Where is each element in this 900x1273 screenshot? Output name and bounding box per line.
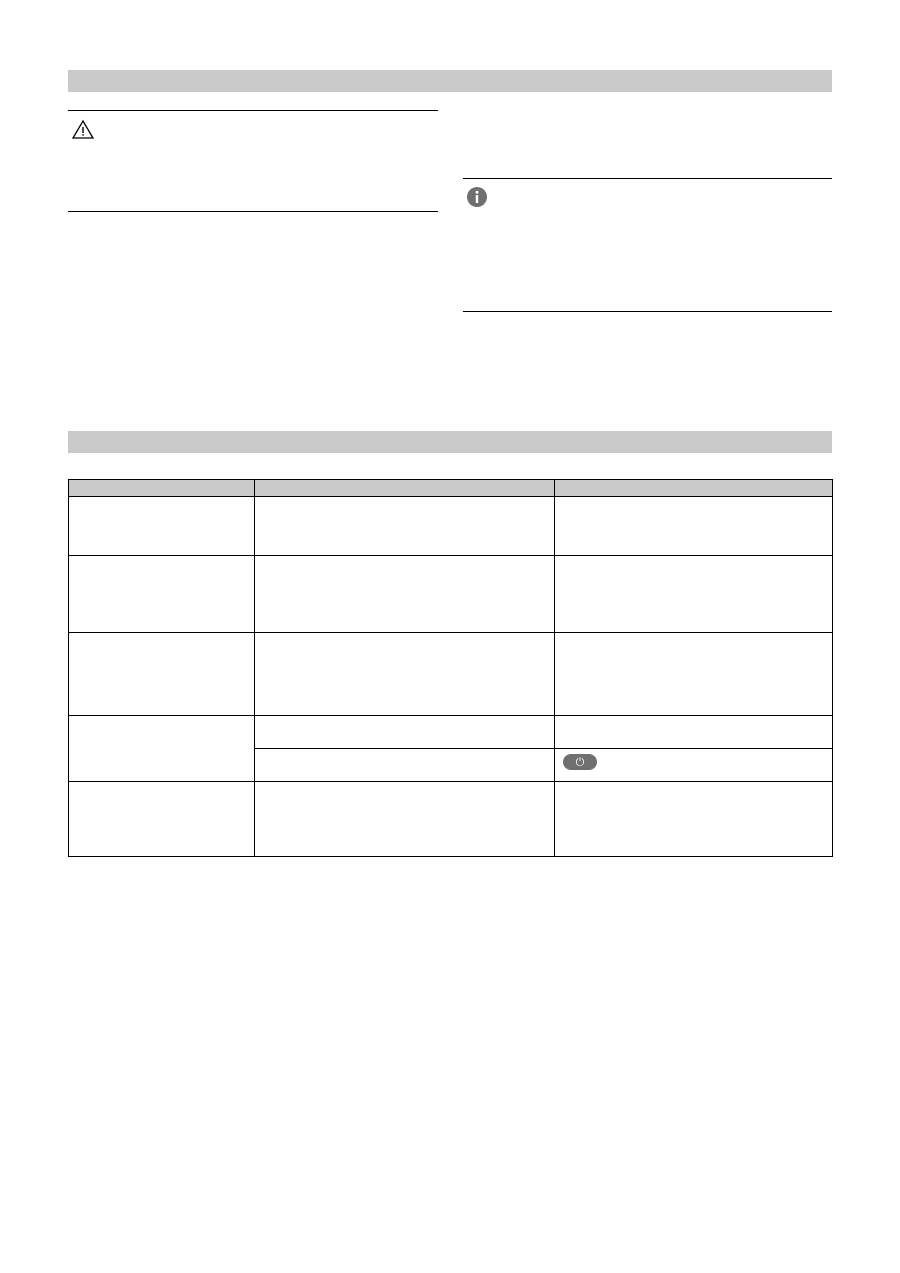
- table-cell-cause: [255, 716, 555, 749]
- table-cell-remedy: [555, 782, 833, 857]
- table-cell-cause: [255, 497, 555, 556]
- troubleshooting-table: [68, 479, 833, 857]
- table-header-row-group: [69, 480, 833, 497]
- table-cell-remedy: [555, 497, 833, 556]
- info-circle-icon: [465, 185, 489, 209]
- table-cell-symptom: [69, 497, 255, 556]
- table-cell-symptom: [69, 782, 255, 857]
- table-row: [69, 782, 833, 857]
- caution-note-box: [68, 110, 438, 212]
- table-header-cell-2: [255, 480, 555, 497]
- table-cell-cause: [255, 749, 555, 782]
- table-cell-symptom: [69, 716, 255, 782]
- power-button-icon: [563, 754, 597, 770]
- warning-triangle-icon: [72, 119, 94, 139]
- table-body: [69, 497, 833, 857]
- info-bottom-rule: [463, 311, 832, 312]
- table-header-row: [69, 480, 833, 497]
- table-cell-cause: [255, 633, 555, 716]
- table-header-cell-1: [69, 480, 255, 497]
- info-note-box: [463, 178, 832, 312]
- caution-bottom-rule: [68, 211, 438, 212]
- table-cell-cause: [255, 556, 555, 633]
- caution-note-body: [68, 111, 438, 201]
- table-row: [69, 633, 833, 716]
- table-cell-remedy: [555, 716, 833, 749]
- table-cell-remedy: [555, 749, 833, 782]
- table-row: [69, 556, 833, 633]
- table-cell-cause: [255, 782, 555, 857]
- info-note-body: [463, 179, 832, 301]
- section-header-bar-1: [68, 70, 832, 92]
- table-cell-remedy: [555, 633, 833, 716]
- table-row: [69, 497, 833, 556]
- table-cell-symptom: [69, 556, 255, 633]
- table-header-cell-3: [555, 480, 833, 497]
- table-cell-remedy: [555, 556, 833, 633]
- table-row: [69, 716, 833, 749]
- table-cell-symptom: [69, 633, 255, 716]
- section-header-bar-2: [68, 431, 832, 453]
